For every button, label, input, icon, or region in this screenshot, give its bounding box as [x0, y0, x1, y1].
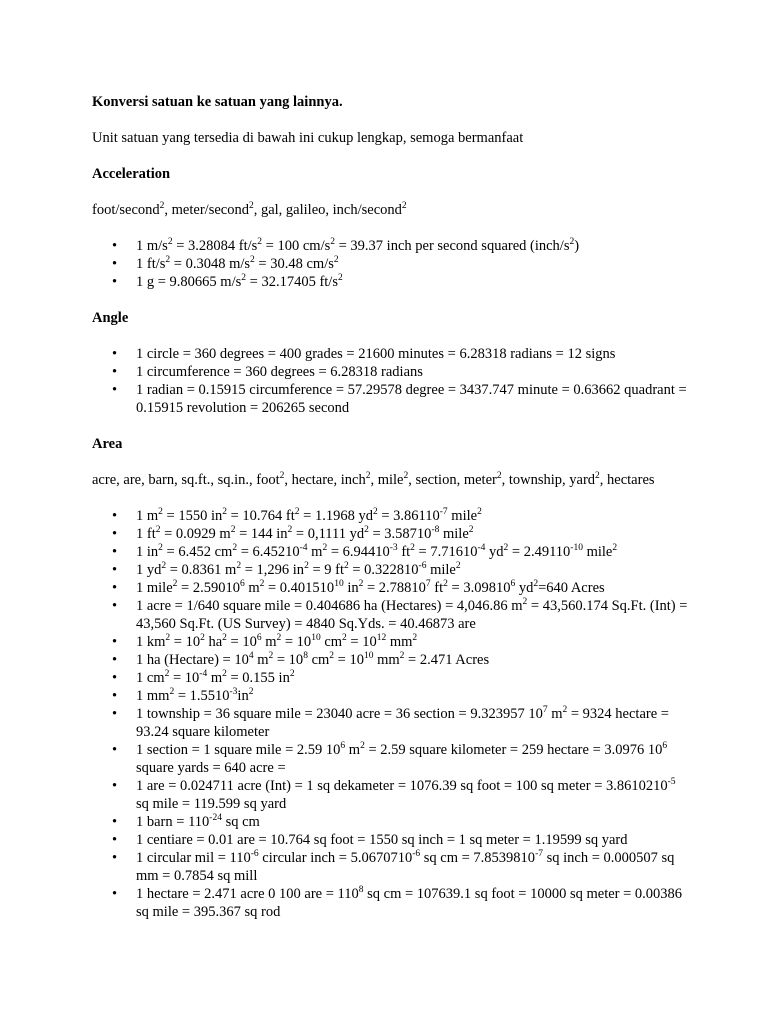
text-run: 1 circular mil = 110 — [136, 850, 251, 866]
superscript: 2 — [468, 525, 474, 535]
list-item — [92, 885, 692, 921]
text-run: mile — [439, 526, 469, 542]
text-run: = 30.48 cm/s — [254, 256, 334, 272]
superscript: -4 — [477, 543, 486, 553]
superscript: -4 — [299, 543, 308, 553]
text-run: acre, are, barn, sq.ft., sq.in., foot — [92, 472, 280, 488]
superscript: 2 — [533, 579, 539, 589]
text-run: in — [237, 688, 249, 704]
superscript: 2 — [443, 579, 448, 589]
list-item — [92, 741, 692, 777]
superscript: 2 — [241, 273, 247, 283]
superscript: -24 — [209, 813, 222, 823]
list-item — [92, 813, 692, 831]
acceleration-units-line — [92, 201, 692, 219]
text-run: = 0.155 in — [226, 670, 290, 686]
superscript: 10 — [311, 633, 321, 643]
superscript: -3 — [229, 687, 238, 697]
angle-list — [92, 345, 692, 417]
list-item — [92, 687, 692, 705]
text-run: sq mile = 119.599 sq yard — [136, 796, 287, 812]
text-run: = 7.71610 — [414, 544, 478, 560]
area-units-line — [92, 471, 692, 489]
text-run: in — [343, 580, 359, 596]
list-item — [92, 831, 692, 849]
list-item — [92, 579, 692, 597]
text-run: m — [253, 652, 269, 668]
text-run: , hectare, inch — [284, 472, 366, 488]
superscript: 2 — [276, 633, 282, 643]
text-run: = 0.8361 m — [166, 562, 237, 578]
superscript: 10 — [363, 651, 374, 661]
list-item — [92, 597, 692, 633]
document-body — [92, 93, 692, 921]
text-run: = 0.322810 — [348, 562, 419, 578]
text-run: square yards = 640 acre = — [136, 760, 286, 776]
list-item — [92, 363, 692, 381]
superscript: 2 — [595, 471, 600, 481]
superscript: 2 — [503, 543, 509, 553]
text-run: 1 circle = 360 degrees = 400 grades = 21600 minutes = 6.28318 radians = 12 signs — [136, 346, 616, 362]
superscript: 2 — [522, 597, 528, 607]
text-run: , hectares — [599, 472, 655, 488]
superscript: 2 — [403, 471, 409, 481]
text-run: = 10 — [281, 634, 312, 650]
heading-area: Area — [92, 436, 123, 452]
text-run: , township, yard — [501, 472, 596, 488]
superscript: -8 — [431, 525, 440, 535]
list-item — [92, 669, 692, 687]
text-run: m — [244, 580, 260, 596]
superscript: 2 — [304, 561, 309, 571]
text-run: = 39.37 inch per second squared (inch/s — [335, 238, 570, 254]
text-run: mm — [373, 652, 400, 668]
text-run: m — [547, 706, 563, 722]
superscript: 2 — [279, 471, 285, 481]
superscript: -10 — [570, 543, 583, 553]
text-run: 1 cm — [136, 670, 165, 686]
text-run: = 43,560.174 Sq.Ft. (Int) = 43,560 Sq.Ft. (US Survey) = 4840 Sq.Yds. = 40.46873 are — [136, 598, 688, 632]
superscript: 6 — [510, 579, 516, 589]
superscript: 6 — [256, 633, 262, 643]
text-run: , section, meter — [408, 472, 497, 488]
text-run: mile — [426, 562, 456, 578]
superscript: 2 — [337, 273, 343, 283]
superscript: 2 — [165, 633, 171, 643]
superscript: -4 — [199, 669, 208, 679]
text-run: ha — [204, 634, 223, 650]
text-run: 1 radian = 0.15915 circumference = 57.29578 degree = 3437.747 minute = 0.63662 quadrant = 0.15915 revolution = 206265 second — [136, 382, 687, 416]
text-run: = 0.401510 — [264, 580, 335, 596]
text-run: cm — [307, 652, 330, 668]
text-run: = 3.09810 — [447, 580, 511, 596]
superscript: 2 — [496, 471, 502, 481]
superscript: 2 — [268, 651, 274, 661]
superscript: -3 — [389, 543, 398, 553]
text-run: = 3.86110 — [377, 508, 440, 524]
text-run: = 10 — [169, 670, 200, 686]
text-run: = 2.49110 — [508, 544, 571, 560]
text-run: 1 yd — [136, 562, 162, 578]
text-run: = 1,296 in — [241, 562, 305, 578]
superscript: 2 — [329, 651, 335, 661]
text-run: = 10 — [346, 634, 377, 650]
text-run: = 2.78810 — [363, 580, 426, 596]
heading-angle: Angle — [92, 310, 129, 326]
superscript: 8 — [358, 885, 364, 895]
text-run: , mile — [370, 472, 404, 488]
text-run: sq cm — [221, 814, 260, 830]
text-run: sq cm = 7.8539810 — [420, 850, 536, 866]
list-item — [92, 345, 692, 363]
text-run: , gal, galileo, inch/second — [253, 202, 402, 218]
text-run: = 6.45210 — [237, 544, 300, 560]
text-run: yd — [485, 544, 504, 560]
list-item — [92, 255, 692, 273]
text-run: yd — [515, 580, 534, 596]
list-item — [92, 651, 692, 669]
text-run: sq cm = 107639.1 sq foot = 10000 sq meter = 0.00386 sq mile = 395.367 sq rod — [136, 886, 683, 920]
text-run: = 2.59 square kilometer = 259 hectare = 3.0976 10 — [364, 742, 663, 758]
superscript: 2 — [236, 561, 242, 571]
text-run: m — [261, 634, 277, 650]
text-run: = 0.3048 m/s — [170, 256, 251, 272]
superscript: 2 — [330, 237, 335, 247]
superscript: 2 — [612, 543, 618, 553]
text-run: 1 mm — [136, 688, 170, 704]
text-run: = 0.0929 m — [160, 526, 231, 542]
text-run: 1 barn = 110 — [136, 814, 210, 830]
superscript: 2 — [257, 237, 263, 247]
text-run: 1 section = 1 square mile = 2.59 10 — [136, 742, 341, 758]
text-run: = 1550 in — [162, 508, 223, 524]
text-run: 1 are = 0.024711 acre (Int) = 1 sq dekameter = 1076.39 sq foot = 100 sq meter = 3.8610210 — [136, 778, 668, 794]
text-run: = 3.58710 — [368, 526, 432, 542]
text-run: 1 mile — [136, 580, 173, 596]
superscript: 2 — [364, 525, 369, 535]
superscript: 2 — [200, 633, 205, 643]
intro-paragraph: Unit satuan yang tersedia di bawah ini cukup lengkap, semoga bermanfaat — [92, 130, 524, 146]
list-item — [92, 561, 692, 579]
text-run: = 6.94410 — [327, 544, 390, 560]
text-run: 1 centiare = 0.01 are = 10.764 sq foot = 1550 sq inch = 1 sq meter = 1.19599 sq yard — [136, 832, 628, 848]
superscript: 2 — [412, 633, 418, 643]
superscript: 2 — [322, 543, 328, 553]
text-run: = 10.764 ft — [227, 508, 295, 524]
superscript: -6 — [250, 849, 259, 859]
text-run: 1 m — [136, 508, 159, 524]
superscript: -6 — [418, 561, 427, 571]
superscript: 2 — [172, 579, 178, 589]
superscript: 2 — [455, 561, 461, 571]
superscript: 2 — [342, 633, 347, 643]
text-run: = 10 — [334, 652, 364, 668]
superscript: 2 — [343, 561, 349, 571]
text-run: sq inch = 0.000507 sq mm = 0.7854 sq mill — [136, 850, 675, 884]
superscript: 2 — [410, 543, 415, 553]
text-run: = 10 — [273, 652, 304, 668]
superscript: 2 — [259, 579, 265, 589]
text-run: m — [345, 742, 361, 758]
superscript: 2 — [569, 237, 575, 247]
text-run: 1 circumference = 360 degrees = 6.28318 radians — [136, 364, 423, 380]
superscript: 10 — [334, 579, 344, 589]
superscript: -6 — [412, 849, 421, 859]
list-item — [92, 543, 692, 561]
text-run: = 9324 hectare = 93.24 square kilometer — [136, 706, 669, 740]
superscript: 2 — [230, 525, 236, 535]
text-run: = 3.28084 ft/s — [172, 238, 258, 254]
superscript: 2 — [248, 201, 254, 211]
list-item — [92, 237, 692, 255]
superscript: 2 — [165, 255, 171, 265]
superscript: 2 — [287, 525, 293, 535]
text-run: ) — [574, 238, 580, 254]
superscript: 6 — [340, 741, 346, 751]
list-item — [92, 849, 692, 885]
superscript: 12 — [376, 633, 387, 643]
text-run: ft — [430, 580, 444, 596]
document-title: Konversi satuan ke satuan yang lainnya. — [92, 94, 343, 110]
text-run: 1 ha (Hectare) = 10 — [136, 652, 249, 668]
text-run: m — [207, 670, 223, 686]
text-run: = 100 cm/s — [262, 238, 331, 254]
text-run: 1 in — [136, 544, 159, 560]
superscript: 2 — [232, 543, 238, 553]
list-item — [92, 705, 692, 741]
superscript: 2 — [167, 237, 173, 247]
superscript: 2 — [372, 507, 378, 517]
text-run: = 2.59010 — [177, 580, 240, 596]
text-run: , meter/second — [164, 202, 249, 218]
text-run: = 32.17405 ft/s — [246, 274, 338, 290]
acceleration-list — [92, 237, 692, 291]
text-run: 1 township = 36 square mile = 23040 acre = 36 section = 9.323957 10 — [136, 706, 543, 722]
text-run: =640 Acres — [538, 580, 605, 596]
area-list — [92, 507, 692, 921]
list-item — [92, 777, 692, 813]
superscript: 2 — [333, 255, 339, 265]
superscript: 2 — [365, 471, 371, 481]
text-run: m — [307, 544, 323, 560]
superscript: 2 — [250, 255, 255, 265]
text-run: 1 m/s — [136, 238, 168, 254]
text-run: foot/second — [92, 202, 160, 218]
superscript: 2 — [169, 687, 175, 697]
text-run: = 10 — [170, 634, 201, 650]
text-run: 1 hectare = 2.471 acre 0 100 are = 110 — [136, 886, 359, 902]
superscript: 7 — [425, 579, 431, 589]
text-run: = 1.1968 yd — [299, 508, 373, 524]
text-run: 1 acre = 1/640 square mile = 0.404686 ha (Hectares) = 4,046.86 m — [136, 598, 523, 614]
superscript: -7 — [535, 849, 543, 859]
text-run: 1 ft/s — [136, 256, 166, 272]
text-run: = 6.452 cm — [162, 544, 233, 560]
superscript: 2 — [222, 669, 227, 679]
text-run: = 0,1111 yd — [292, 526, 365, 542]
superscript: 2 — [158, 543, 163, 553]
superscript: 2 — [399, 651, 405, 661]
text-run: 1 g = 9.80665 m/s — [136, 274, 242, 290]
superscript: 2 — [289, 669, 295, 679]
text-run: = 2.471 Acres — [404, 652, 490, 668]
list-item — [92, 525, 692, 543]
superscript: 2 — [401, 201, 407, 211]
text-run: ft — [397, 544, 411, 560]
heading-acceleration: Acceleration — [92, 166, 171, 182]
superscript: 2 — [164, 669, 170, 679]
superscript: 2 — [158, 507, 163, 517]
superscript: 8 — [303, 651, 308, 661]
text-run: mile — [447, 508, 478, 524]
superscript: 7 — [542, 705, 548, 715]
superscript: 2 — [222, 507, 227, 517]
text-run: cm — [320, 634, 343, 650]
superscript: 2 — [155, 525, 161, 535]
text-run: mile — [582, 544, 613, 560]
text-run: = 10 — [226, 634, 257, 650]
text-run: 1 km — [136, 634, 166, 650]
superscript: 6 — [239, 579, 245, 589]
text-run: circular inch = 5.0670710 — [258, 850, 413, 866]
superscript: 2 — [159, 201, 165, 211]
superscript: 2 — [477, 507, 482, 517]
superscript: 2 — [360, 741, 365, 751]
superscript: 4 — [248, 651, 254, 661]
list-item — [92, 507, 692, 525]
superscript: 2 — [222, 633, 227, 643]
superscript: 2 — [562, 705, 568, 715]
text-run: = 1.5510 — [174, 688, 230, 704]
text-run: = 144 in — [235, 526, 288, 542]
superscript: -7 — [439, 507, 448, 517]
superscript: 2 — [161, 561, 167, 571]
superscript: 2 — [294, 507, 300, 517]
superscript: 2 — [248, 687, 254, 697]
text-run: mm — [386, 634, 413, 650]
superscript: -5 — [667, 777, 676, 787]
list-item — [92, 273, 692, 291]
list-item — [92, 633, 692, 651]
list-item — [92, 381, 692, 417]
superscript: 6 — [662, 741, 668, 751]
text-run: 1 ft — [136, 526, 156, 542]
text-run: = 9 ft — [308, 562, 344, 578]
superscript: 2 — [358, 579, 364, 589]
